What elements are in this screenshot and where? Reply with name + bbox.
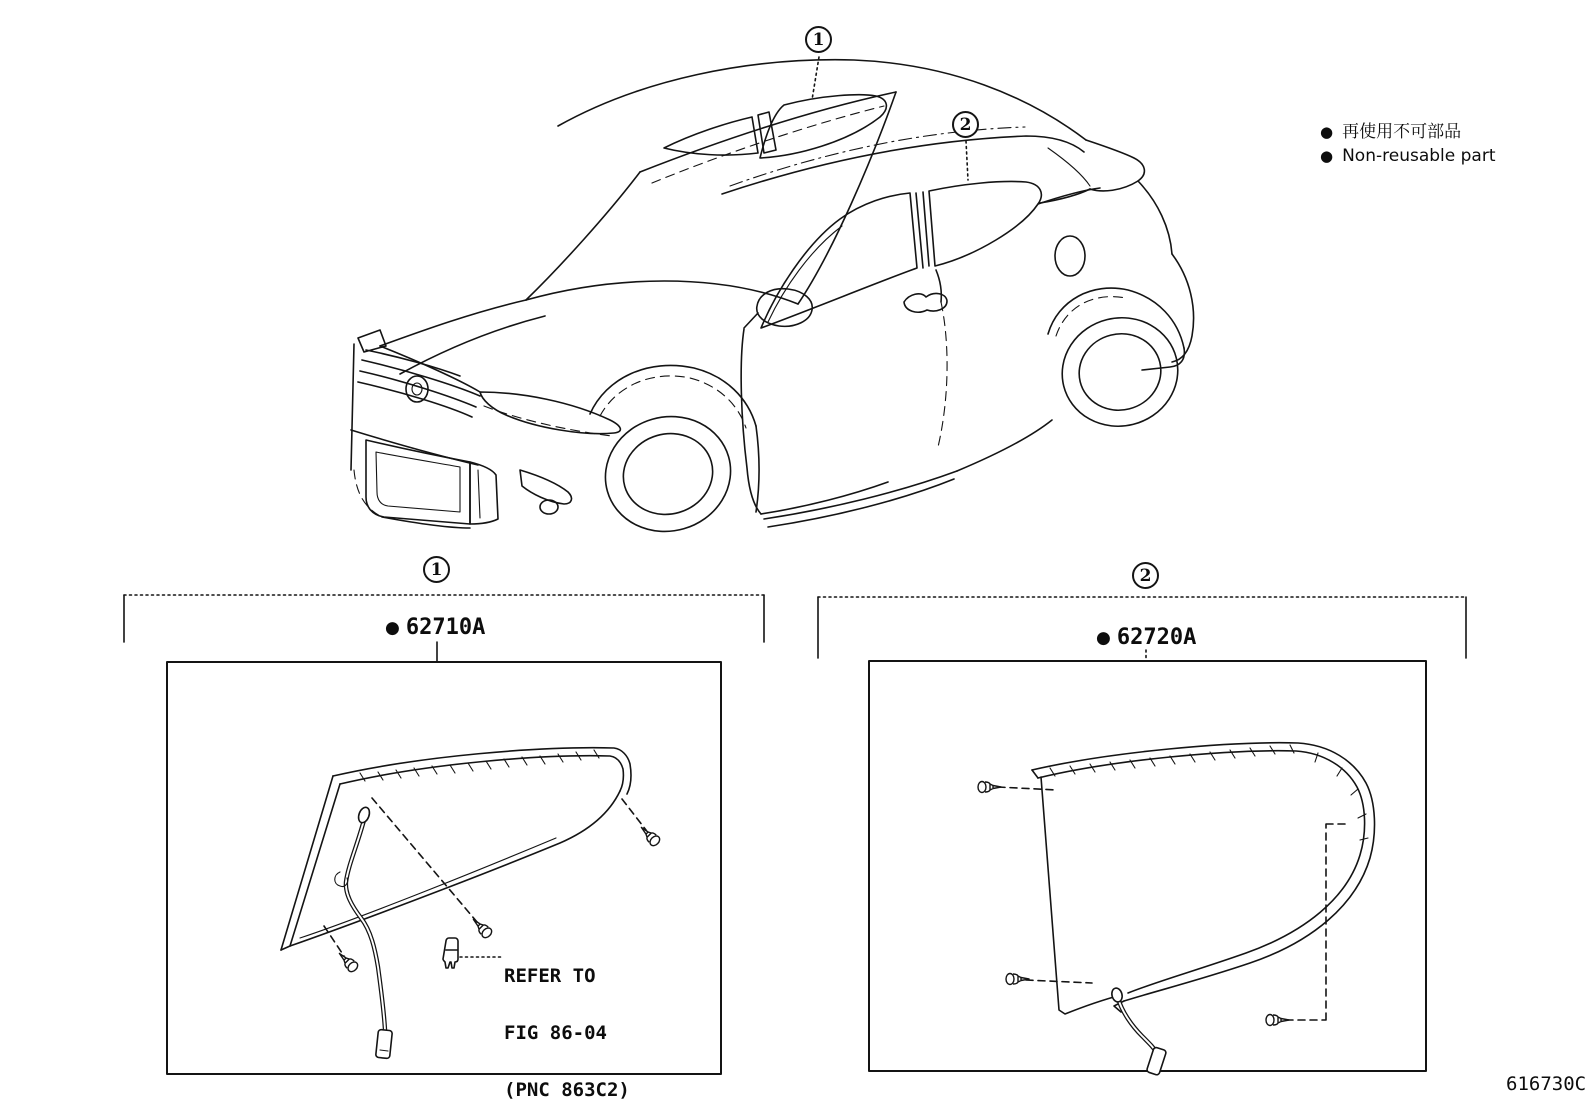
push-clip-4 — [978, 782, 1001, 793]
pillar-molding-outer — [281, 776, 333, 950]
molding-top-outer — [333, 748, 631, 794]
rear-spoiler — [1086, 140, 1144, 191]
bracket-2-number: 2 — [1139, 565, 1152, 586]
front-rim — [614, 423, 723, 525]
door-glass-run — [768, 226, 842, 322]
callout-1-number: 1 — [812, 29, 825, 50]
molding-end-cap — [1032, 770, 1038, 778]
roof-side-rail — [722, 136, 1084, 194]
rear-wheel-arch-hidden — [1056, 297, 1126, 336]
quarter-window-1-glass — [760, 95, 886, 158]
clip-leader-center — [372, 798, 477, 922]
part-62720A-drawing — [978, 743, 1375, 1076]
bumper-corner-hidden — [354, 470, 382, 517]
fog-light — [540, 500, 558, 514]
side-mirror — [757, 289, 813, 327]
windshield-top-hidden-line — [652, 106, 884, 183]
lower-body-rear — [957, 420, 1052, 471]
legend-label-en: Non-reusable part — [1342, 146, 1496, 166]
molding-hatch — [1050, 745, 1368, 840]
clip-leader-top — [998, 787, 1056, 790]
refer-note-line-1: REFER TO — [504, 965, 596, 987]
grille-side-pod-line — [478, 470, 480, 518]
quarter-glass-1-edge — [290, 791, 620, 946]
detail-box-2 — [869, 661, 1426, 1071]
callout-2-leader — [966, 141, 968, 180]
grille-slat-4 — [366, 350, 460, 376]
quarter-glass-2-front-edge — [1041, 777, 1121, 1014]
b-pillar-near-line1 — [916, 193, 923, 268]
rear-rim — [1071, 325, 1169, 419]
headlight-hidden-line — [484, 406, 612, 436]
push-clip-3 — [336, 950, 360, 974]
antenna-wire-core — [346, 820, 385, 1030]
callout-2-on-bracket[interactable] — [1132, 562, 1159, 589]
legend — [1320, 122, 1495, 167]
non-reusable-bullet-icon: ● — [1096, 627, 1111, 648]
grille-slat-1 — [362, 360, 480, 396]
push-clip-5 — [1006, 974, 1029, 985]
corner-lamp — [358, 330, 386, 352]
pillar-molding-inner — [290, 784, 340, 946]
bullet-icon: ● — [1320, 147, 1334, 165]
molding-hatch — [360, 750, 599, 781]
fuel-door — [1055, 236, 1085, 276]
push-clip-6 — [1266, 1015, 1289, 1026]
bumper-scoop — [520, 470, 571, 504]
rocker-line1 — [764, 471, 957, 519]
hatch-edge — [1138, 181, 1172, 254]
callout-2-on-car[interactable] — [952, 111, 979, 138]
clip-leader-route — [1286, 824, 1350, 1020]
refer-note-line-3: (PNC 863C2) — [504, 1079, 630, 1099]
grille-side-pod — [470, 462, 498, 524]
hood-crease — [400, 316, 545, 374]
part-number-text: 62710A — [405, 615, 486, 640]
far-door-glass — [664, 117, 758, 155]
mirror-stalk — [744, 313, 758, 328]
figure-code: 616730C — [1506, 1073, 1587, 1095]
legend-item-en — [1320, 146, 1495, 167]
part-number-label-62720A[interactable] — [1096, 626, 1196, 650]
non-reusable-bullet-icon: ● — [385, 617, 400, 638]
front-wheel-arch-hidden — [600, 376, 746, 428]
callout-2-number: 2 — [959, 114, 972, 135]
refer-note-line-2: FIG 86-04 — [504, 1022, 607, 1044]
molding-top-inner — [340, 756, 623, 791]
callout-1-on-car[interactable] — [805, 26, 832, 53]
callout-1-on-bracket[interactable] — [423, 556, 450, 583]
rocker-line2 — [768, 479, 954, 527]
b-pillar-near-line2 — [923, 192, 929, 266]
rear-tire — [1051, 306, 1190, 439]
callout-1-leader — [812, 57, 819, 100]
front-face-edge — [351, 344, 354, 470]
part-number-text: 62720A — [1116, 625, 1197, 650]
clip-leader-mid — [1026, 980, 1092, 983]
push-clip-2 — [638, 824, 662, 848]
a-pillar-far — [526, 172, 640, 300]
legend-item-jp — [1320, 122, 1495, 143]
clip-leader-right — [622, 799, 646, 830]
hood-edge — [380, 300, 526, 346]
door-rear-edge-hidden — [938, 302, 947, 447]
car-illustration — [351, 57, 1194, 546]
refer-note — [504, 929, 630, 1099]
rear-spoiler-inner — [1048, 148, 1090, 186]
legend-label-jp: 再使用不可部品 — [1342, 122, 1462, 142]
lower-grille-inner — [376, 452, 460, 512]
door-rear-edge-upper — [936, 270, 941, 302]
bullet-icon: ● — [1320, 123, 1334, 141]
antenna-wire-core — [1118, 998, 1157, 1053]
fender-to-headlight — [380, 346, 480, 392]
push-clip-1 — [470, 916, 494, 940]
wire-connector — [376, 1029, 393, 1058]
cowl-line — [526, 281, 798, 304]
door-glass — [761, 193, 917, 328]
molding-outer — [1032, 743, 1375, 1001]
wire-grommet — [1110, 987, 1123, 1003]
wire-grommet — [357, 806, 372, 824]
detail-box-1 — [167, 662, 721, 1074]
molding-inner — [1038, 751, 1365, 993]
part-number-label-62710A[interactable] — [385, 616, 485, 640]
note-clip-glyph — [443, 938, 458, 968]
quarter-glass-1-inner-edge — [300, 838, 556, 938]
bracket-1-number: 1 — [430, 559, 443, 580]
quarter-window-2-glass — [929, 181, 1041, 266]
front-fender-rear — [756, 426, 759, 512]
